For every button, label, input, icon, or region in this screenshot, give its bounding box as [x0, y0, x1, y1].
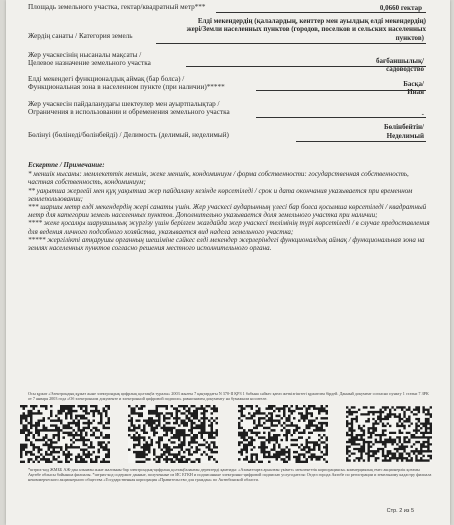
note-item: ** уақытша жерлейі мен құқ уақытша жер пайдалану кезінде көрсетіледі / срок и дата окончания указывается при временном землепользовании; [28, 186, 413, 203]
restrictions-value: - [421, 110, 424, 118]
category-value-line1: Елді мекендердің (қалалардың, кенттер мен ауылдық елді мекендердің) [197, 17, 426, 25]
purpose-label-line1: Жер учаскесінің нысаналы мақсаты / [28, 51, 142, 59]
category-underline [156, 43, 426, 44]
zone-label-line2: Функциональная зона в населенном пункте (при наличии)***** [28, 83, 225, 91]
purpose-label-line2: Целевое назначение земельного участка [28, 59, 151, 67]
qr-code [128, 405, 218, 463]
divisibility-underline [296, 141, 426, 142]
divisibility-value-line2: Неделимый [386, 132, 424, 140]
note-item: *** шаршы метр елді мекендердің жері санаты үшін. Жер учаскесі аударынның үлесі бар болса қосымша көрсетіледі / квадратный метр для категории земель населенных пунктов. Дополнительно указывается доля земельного участка при наличии; [28, 203, 427, 220]
area-value: 0,0660 гектар [379, 4, 422, 12]
purpose-value-line2: садоводство [386, 65, 424, 73]
restrictions-label-line1: Жер учаскесін пайдаланудағы шектеулер мен ауыртпалықтар / [28, 100, 220, 108]
zone-value-line2: Иная [407, 88, 424, 96]
category-label: Жердің санаты / Категория земель [28, 32, 133, 40]
restrictions-underline [256, 117, 426, 118]
purpose-underline [186, 66, 426, 67]
qr-code [20, 405, 110, 463]
category-value-line3: пунктов) [395, 34, 424, 42]
category-value-line2: жері/Земли населенных пунктов (городов, поселков и сельских населенных [186, 25, 426, 33]
restrictions-label-line2: Ограничения в использовании и обременения земельного участка [28, 108, 230, 116]
qr-code [238, 405, 328, 463]
zone-label-line1: Елді мекендегі функционалдық аймақ (бар болса) / [28, 75, 185, 83]
zone-underline [256, 90, 426, 91]
note-item: ***** жергілікті атқарушы органның шешіміне сәйкес елді мекендер жерлеріндегі функционалдық аймақ / функциональная зона на землях населенных пунктов согласно решения местного исполнительного органа. [28, 235, 425, 253]
qr-code [346, 405, 432, 463]
notes-heading: Ескертпе / Примечание: [28, 161, 105, 169]
document-page [6, 0, 450, 525]
note-item: * меншік нысаны: мемлекеттік меншік, жеке меншік, кондоминиум / форма собственности: государственная собственность, частная собственность, кондоминиум; [28, 170, 409, 187]
legal-notice: Осы құжат «Электрондық құжат және электрондық цифрлық қолтаңба туралы» 2003 жылғы 7 қаңтардағы N 370-II ҚРЗ 1 бабына сәйкес қағаз жеткізгіштегі құжатпен бірдей. Данный документ согласно пункту 1 статьи 7 ЗРК от 7 января 2003 года «Об электронном документе и электронной цифровой подписи» равнозначен документу на бумажном носителе. [28, 391, 429, 401]
barcode-notice: *штрих-код ЖМББ АЖ-дан алынған және жалпыны бар электрондық-цифрлық қолтаңбаланған деректерді қамтиды: «Азаматтарға арналған үкімет» мемлекеттік корпорациясы» коммерциялық емес акционерлік қоғамы Ақтөбе облысы бойынша филиалы. *штрих-код содержит данные, полученные из ИС ЕГКН и подписанные электронно-цифровой подписью услугодателя: Отдел города Актобе по регистрации и земельному кадастру филиала некоммерческого акционерного общества «Государственная корпорация «Правительство для граждан» по Актюбинской области. [28, 467, 432, 482]
area-label: Площадь земельного участка, гектар/квадратный метр*** [28, 3, 206, 11]
zone-value-line1: Басқа/ [403, 80, 424, 88]
divisibility-value-line1: Бөлінбейтін/ [384, 123, 424, 131]
divisibility-label: Бөлінуі (бөлінеді/бөлінбейді) / Делимость (делимый, неделимый) [28, 131, 229, 139]
purpose-value-line1: бағбаншылық/ [376, 57, 424, 65]
note-item: **** жеке қосалқы шаруашылық жүргізу үшін берілген жағдайда жер учаскесі телімінің түрі көрсетіледі / в случае предоставления для ведения личного подсобного хозяйства, указывается вид надела земельного участка; [28, 219, 430, 236]
notes-section [28, 161, 430, 252]
page-number: Стр. 2 из 5 [386, 508, 414, 514]
